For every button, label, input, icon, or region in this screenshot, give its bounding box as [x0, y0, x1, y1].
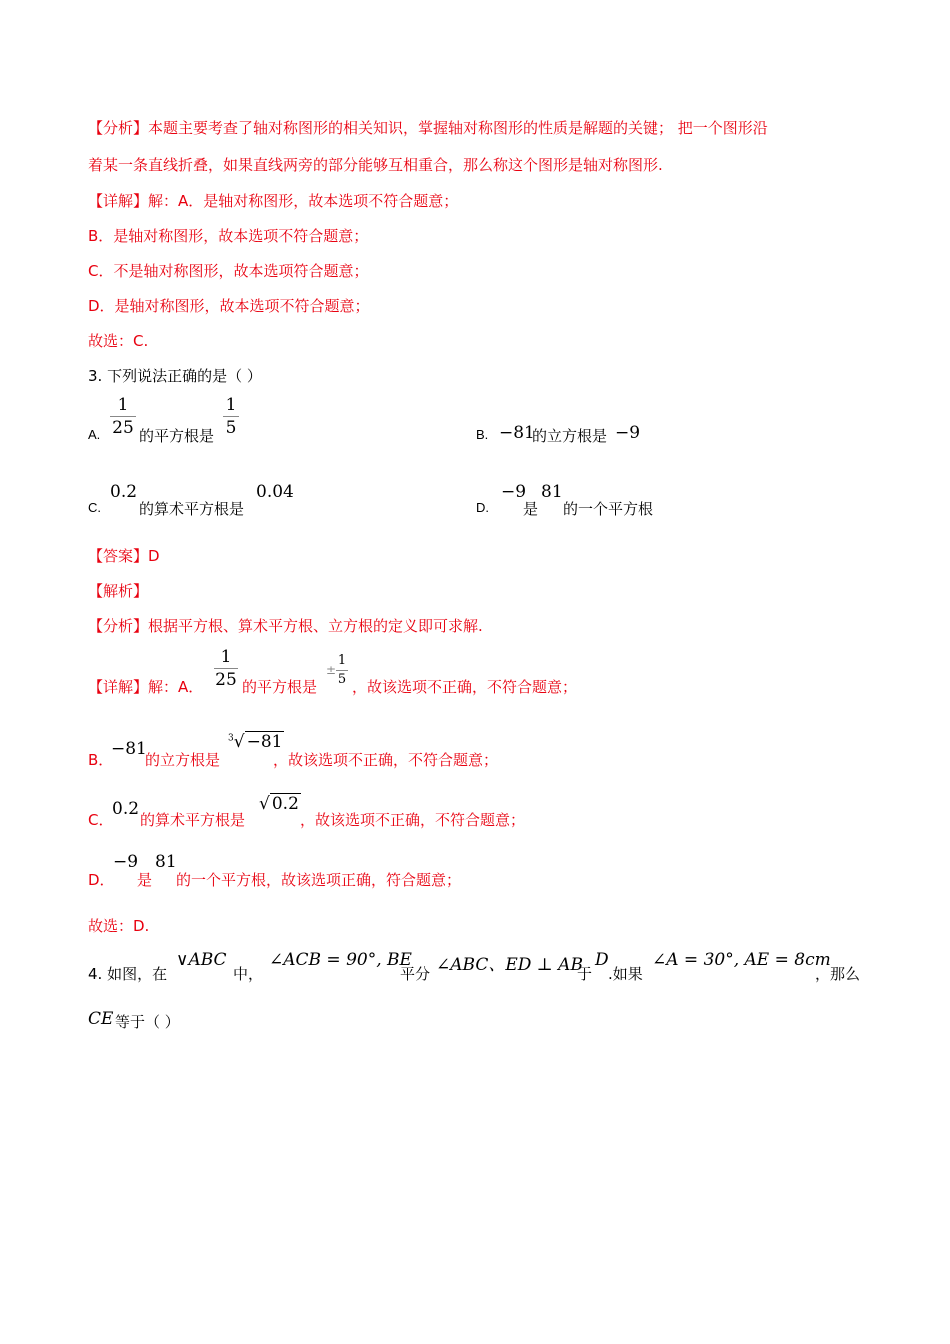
- q4-condition-3: ∠A = 30°, AE = 8cm: [652, 950, 831, 970]
- q4-text-6: 等于（ ）: [115, 1013, 180, 1031]
- q4-condition-1: ∠ACB = 90°, BE: [269, 950, 412, 970]
- detail-c-label: C．: [88, 811, 114, 829]
- q3-analysis-tag: 【分析】: [88, 617, 149, 635]
- detail-b-value: −81: [111, 739, 147, 759]
- q3-detail-tag: 【详解】: [88, 678, 149, 696]
- detail-c-mid: 的算术平方根是: [140, 811, 246, 829]
- q3-conclusion: 故选：D.: [88, 917, 150, 935]
- detail-d-tail: 的一个平方根，故该选项正确，符合题意；: [176, 871, 462, 889]
- answer-line: [88, 546, 160, 566]
- option-c-value: 0.2: [110, 482, 138, 502]
- option-b-value-2: −9: [615, 423, 641, 443]
- option-b-value: −81: [499, 423, 535, 443]
- analysis-tag: 【分析】: [88, 119, 149, 137]
- option-c-label: C.: [88, 500, 101, 515]
- detail-b-cuberoot: $^3$√ −81: [228, 732, 283, 752]
- detail-a-fraction-2: 1 5: [337, 653, 347, 687]
- analysis-text-1: 本题主要考查了轴对称图形的相关知识，掌握轴对称图形的性质是解题的关键； 把一个图形沿: [148, 119, 768, 137]
- option-b-text: 的立方根是: [532, 427, 608, 445]
- detail-tag: 【详解】: [88, 192, 149, 210]
- detail-line-c: C．不是轴对称图形，故本选项符合题意；: [88, 262, 369, 280]
- detail-b-mid: 的立方根是: [145, 751, 221, 769]
- detail-c-value: 0.2: [112, 799, 140, 819]
- option-d-value-2: 81: [541, 482, 563, 502]
- detail-text: 解：A．是轴对称图形，故本选项不符合题意；: [148, 192, 459, 210]
- option-b-label: B.: [476, 427, 489, 442]
- detail-line-1: [88, 191, 458, 211]
- detail-c-sqrt: √ 0.2: [259, 794, 299, 814]
- detail-a-fraction: 1 25: [215, 647, 237, 690]
- option-d-text-2: 的一个平方根: [563, 500, 654, 518]
- detail-d-label: D．: [88, 871, 115, 889]
- detail-a-prefix: [88, 676, 203, 697]
- detail-d-value: −9: [113, 852, 139, 872]
- jiexi-tag: 【解析】: [88, 582, 149, 600]
- analysis-line-1: [88, 118, 768, 138]
- q4-prefix: 4. 如图，在: [88, 965, 168, 983]
- detail-a-tail: ，故该选项不正确，不符合题意；: [352, 678, 578, 696]
- option-c-text: 的算术平方根是: [139, 500, 245, 518]
- detail-line-b: B．是轴对称图形，故本选项不符合题意；: [88, 227, 369, 245]
- option-d-value: −9: [501, 482, 527, 502]
- detail-line-d: D．是轴对称图形，故本选项不符合题意；: [88, 297, 370, 315]
- q4-condition-2: ∠ABC、ED ⊥ AB: [436, 955, 583, 975]
- answer-tag: 【答案】: [88, 547, 149, 565]
- q3-stem: 3. 下列说法正确的是（ ）: [88, 367, 262, 385]
- q3-analysis-line: [88, 616, 483, 636]
- q4-text-4: .如果: [608, 965, 643, 983]
- detail-b-tail: ，故该选项不正确，不符合题意；: [273, 751, 499, 769]
- option-a-fraction: 1 25: [110, 396, 136, 437]
- option-a-label: A.: [88, 427, 101, 442]
- detail-d-mid: 是: [137, 871, 153, 889]
- q3-analysis-text: 根据平方根、算术平方根、立方根的定义即可求解.: [148, 617, 483, 635]
- option-d-label: D.: [476, 500, 489, 515]
- option-d-text: 是: [523, 500, 539, 518]
- q4-text-1: 中，: [233, 965, 264, 983]
- option-a-fraction-2: 1 5: [223, 396, 239, 437]
- analysis-line-2: 着某一条直线折叠，如果直线两旁的部分能够互相重合，那么称这个图形是轴对称图形.: [88, 156, 663, 174]
- detail-a-pm: ±: [326, 663, 337, 677]
- detail-c-tail: ，故该选项不正确，不符合题意；: [300, 811, 526, 829]
- detail-a-label: 解：A．: [148, 678, 204, 696]
- answer-value: D: [148, 547, 160, 565]
- q4-text-5: ，那么: [815, 965, 861, 983]
- q4-ce: CE: [88, 1009, 114, 1029]
- detail-b-label: B．: [88, 751, 114, 769]
- q4-point-d: D: [595, 950, 609, 970]
- q4-text-2: 平分: [400, 965, 431, 983]
- option-a-text: 的平方根是: [139, 427, 215, 445]
- option-c-value-2: 0.04: [256, 482, 294, 502]
- detail-a-mid: 的平方根是: [242, 678, 318, 696]
- conclusion-prev: 故选：C.: [88, 332, 149, 350]
- q4-triangle: ∨ABC: [176, 950, 227, 970]
- detail-d-value-2: 81: [155, 852, 177, 872]
- q4-text-3: 于: [577, 965, 593, 983]
